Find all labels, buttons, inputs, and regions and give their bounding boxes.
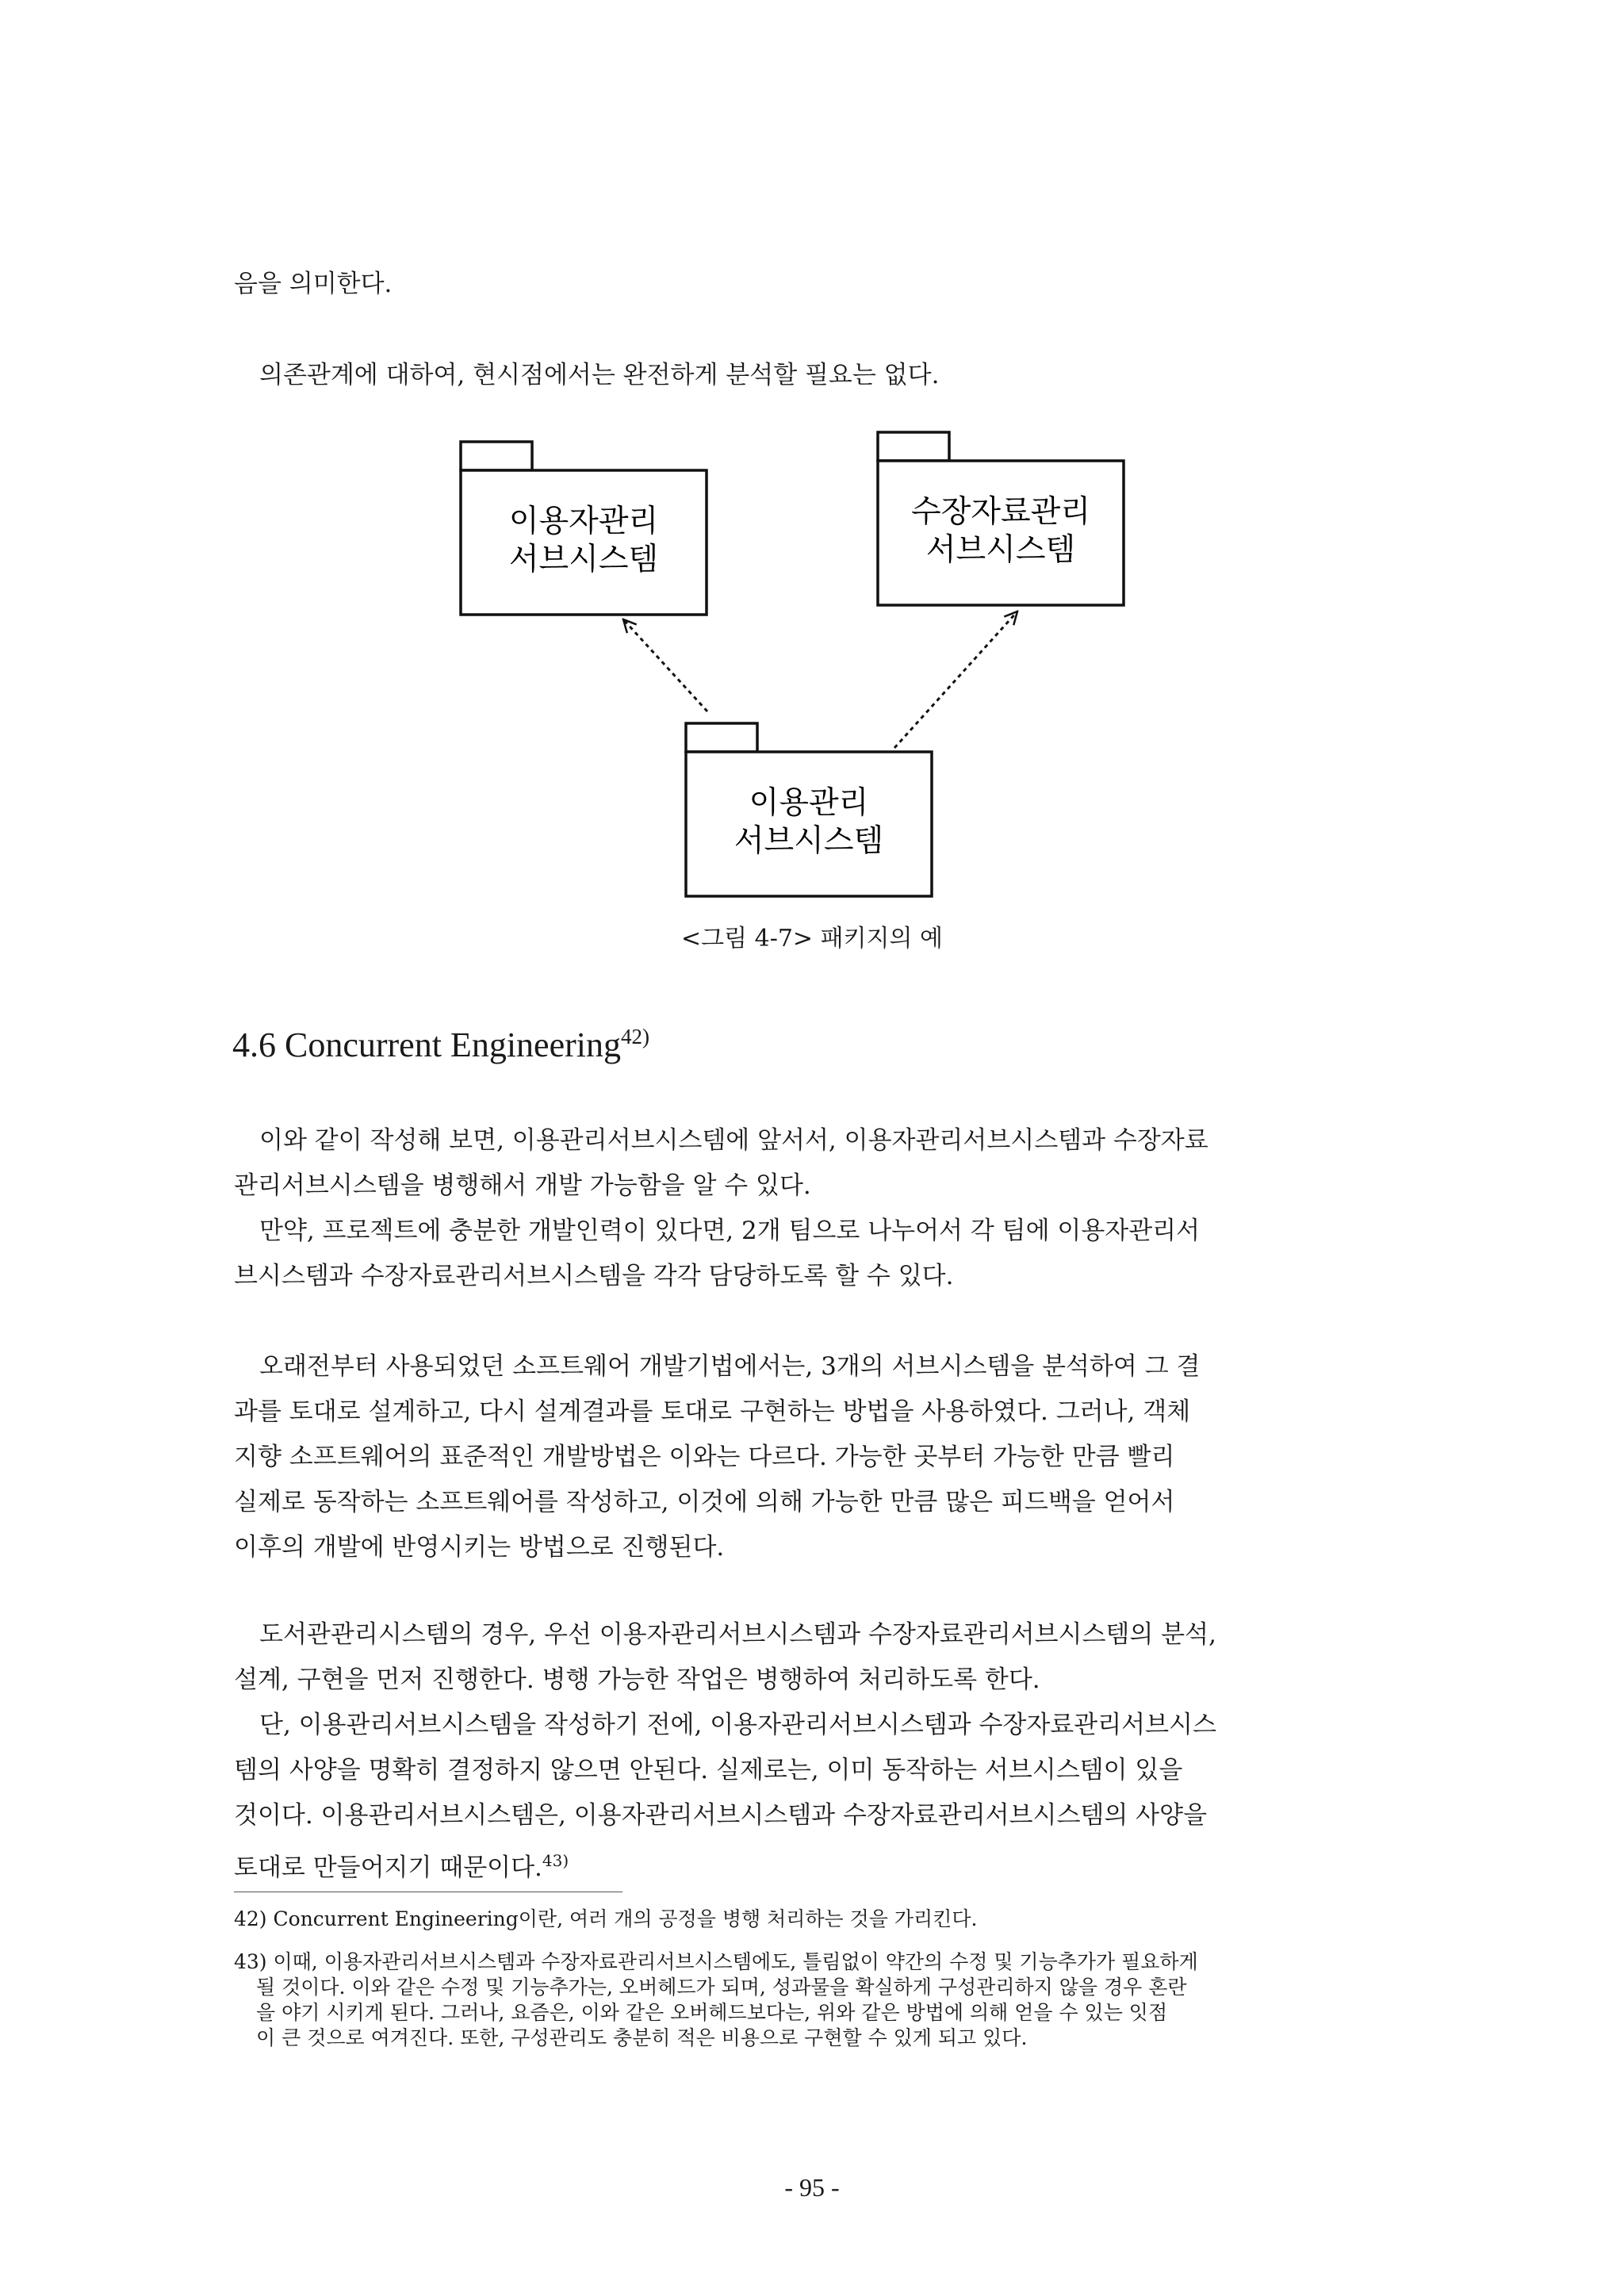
footnote-line: 43) 이때, 이용자관리서브시스템과 수장자료관리서브시스템에도, 틀림없이 약간의 수정 및 기능추가가 필요하게 <box>234 1950 1198 1973</box>
package-label-line-1: 수장자료관리 <box>910 494 1091 530</box>
paragraph-3 <box>234 1612 1392 1891</box>
paragraph-line <box>234 1838 1392 1891</box>
paragraph-line: 템의 사양을 명확히 결정하지 않으면 안된다. 실제로는, 이미 동작하는 서브시스템이 있을 <box>234 1756 1183 1784</box>
paragraph-line: 도서관관리시스템의 경우, 우선 이용자관리서브시스템과 수장자료관리서브시스템의 분석, <box>259 1620 1216 1649</box>
package-user-management <box>461 442 707 615</box>
section-title: 4.6 Concurrent Engineering <box>232 1025 621 1064</box>
footnote-ref-43: 43) <box>542 1851 569 1870</box>
paragraph-line: 관리서브시스템을 병행해서 개발 가능함을 알 수 있다. <box>234 1171 811 1200</box>
paragraph-line: 만약, 프로젝트에 충분한 개발인력이 있다면, 2개 팀으로 나누어서 각 팀에 이용자관리서 <box>259 1217 1201 1245</box>
footnote-line: 42) Concurrent Engineering이란, 여러 개의 공정을 병행 처리하는 것을 가리킨다. <box>234 1907 978 1930</box>
paragraph-line: 단, 이용관리서브시스템을 작성하기 전에, 이용자관리서브시스템과 수장자료관리서브시스 <box>259 1711 1216 1739</box>
dependency-arrow-to-user-management <box>623 619 707 711</box>
page-number: - 95 - <box>784 2173 840 2202</box>
intro-line-1: 음을 의미한다. <box>234 270 393 298</box>
paragraph-line: 이후의 개발에 반영시키는 방법으로 진행된다. <box>234 1533 725 1562</box>
paragraph-line: 브시스템과 수장자료관리서브시스템을 각각 담당하도록 할 수 있다. <box>234 1262 954 1290</box>
paragraph-line: 과를 토대로 설계하고, 다시 설계결과를 토대로 구현하는 방법을 사용하였다. 그러나, 객체 <box>234 1397 1191 1426</box>
package-label-line-2: 서브시스템 <box>733 823 884 859</box>
footnote-line: 을 야기 시키게 된다. 그러나, 요즘은, 이와 같은 오버헤드보다는, 위와 같은 방법에 의해 얻을 수 있는 잇점 <box>256 2001 1168 2024</box>
package-tab <box>461 442 532 470</box>
footnote-line: 될 것이다. 이와 같은 수정 및 기능추가는, 오버헤드가 되며, 성과물을 확실하게 구성관리하지 않을 경우 혼란 <box>256 1976 1187 1999</box>
paragraph-line: 것이다. 이용관리서브시스템은, 이용자관리서브시스템과 수장자료관리서브시스템의 사양을 <box>234 1801 1208 1830</box>
paragraph-line: 오래전부터 사용되었던 소프트웨어 개발기법에서는, 3개의 서브시스템을 분석하여 그 결 <box>259 1352 1201 1381</box>
package-label-line-2: 서브시스템 <box>508 542 659 577</box>
package-label-line-1: 이용관리 <box>749 785 869 821</box>
paragraph-line: 지향 소프트웨어의 표준적인 개발방법은 이와는 다르다. 가능한 곳부터 가능한 만큼 빨리 <box>234 1443 1175 1471</box>
intro-line-2: 의존관계에 대하여, 현시점에서는 완전하게 분석할 필요는 없다. <box>259 361 940 389</box>
dependency-arrow-to-holdings-management <box>894 611 1017 748</box>
section-heading <box>232 1025 649 1065</box>
package-holdings-management <box>878 432 1124 605</box>
package-tab <box>878 432 949 461</box>
package-usage-management <box>686 723 932 896</box>
footnote-ref-42: 42) <box>620 1025 649 1048</box>
paragraph-line: 이와 같이 작성해 보면, 이용관리서브시스템에 앞서서, 이용자관리서브시스템과 수장자료 <box>259 1126 1208 1155</box>
paragraph-line: 실제로 동작하는 소프트웨어를 작성하고, 이것에 의해 가능한 만큼 많은 피드백을 얻어서 <box>234 1488 1175 1516</box>
package-tab <box>686 723 757 752</box>
paragraph-2 <box>234 1344 1392 1570</box>
footnote-43 <box>234 1949 1400 2051</box>
package-diagram <box>444 424 1142 900</box>
figure-caption: <그림 4-7> 패키지의 예 <box>680 925 944 953</box>
paragraph-1 <box>234 1118 1392 1299</box>
paragraph-text: 토대로 만들어지기 때문이다. <box>234 1853 542 1882</box>
package-label-line-2: 서브시스템 <box>925 532 1076 568</box>
footnote-42 <box>234 1907 1400 1932</box>
paragraph-line: 설계, 구현을 먼저 진행한다. 병행 가능한 작업은 병행하여 처리하도록 한다. <box>234 1665 1040 1694</box>
package-label-line-1: 이용자관리 <box>508 504 659 539</box>
footnote-line: 이 큰 것으로 여겨진다. 또한, 구성관리도 충분히 적은 비용으로 구현할 수 있게 되고 있다. <box>256 2026 1028 2049</box>
